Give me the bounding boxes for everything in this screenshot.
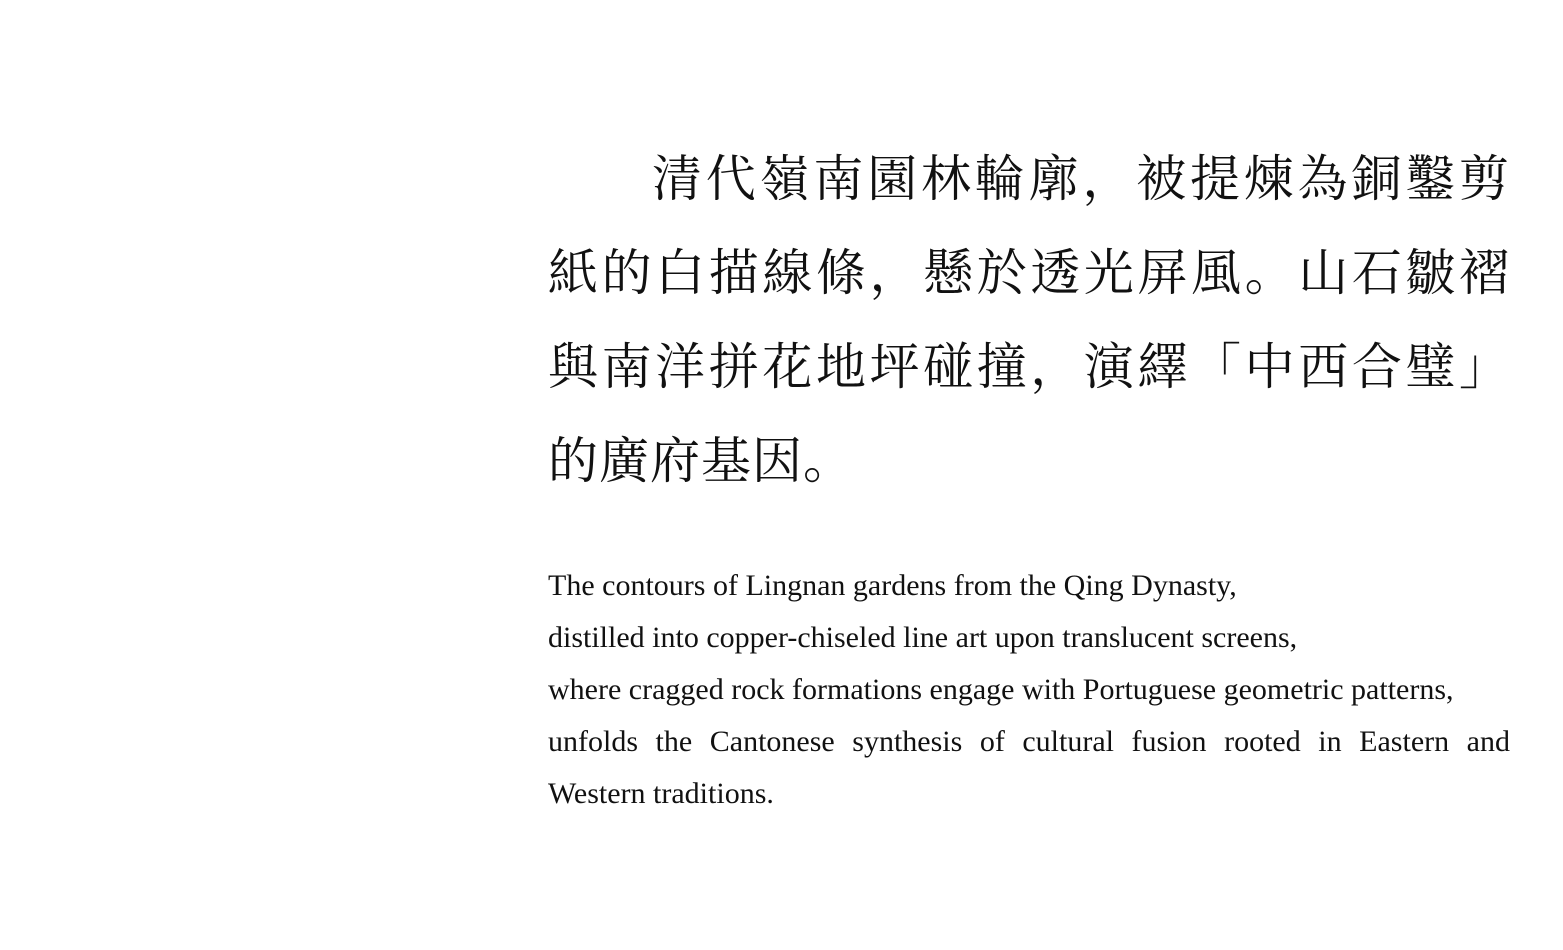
english-line-1: The contours of Lingnan gardens from the Qing Dynasty,	[548, 569, 1237, 602]
english-line-2: distilled into copper-chiseled line art upon translucent screens,	[548, 621, 1298, 654]
english-line-5: Western traditions.	[548, 777, 774, 810]
english-line-4: unfolds the Cantonese synthesis of cultural fusion rooted in Eastern and	[548, 725, 1510, 758]
english-paragraph	[548, 560, 1510, 820]
chinese-paragraph: 清代嶺南園林輪廓，被提煉為銅鑿剪紙的白描線條，懸於透光屏風。山石皺褶與南洋拼花地坪碰撞，演繹「中西合璧」的廣府基因。	[548, 150, 1510, 490]
english-line-3: where cragged rock formations engage with Portuguese geometric patterns,	[548, 673, 1454, 706]
text-block	[548, 132, 1510, 820]
